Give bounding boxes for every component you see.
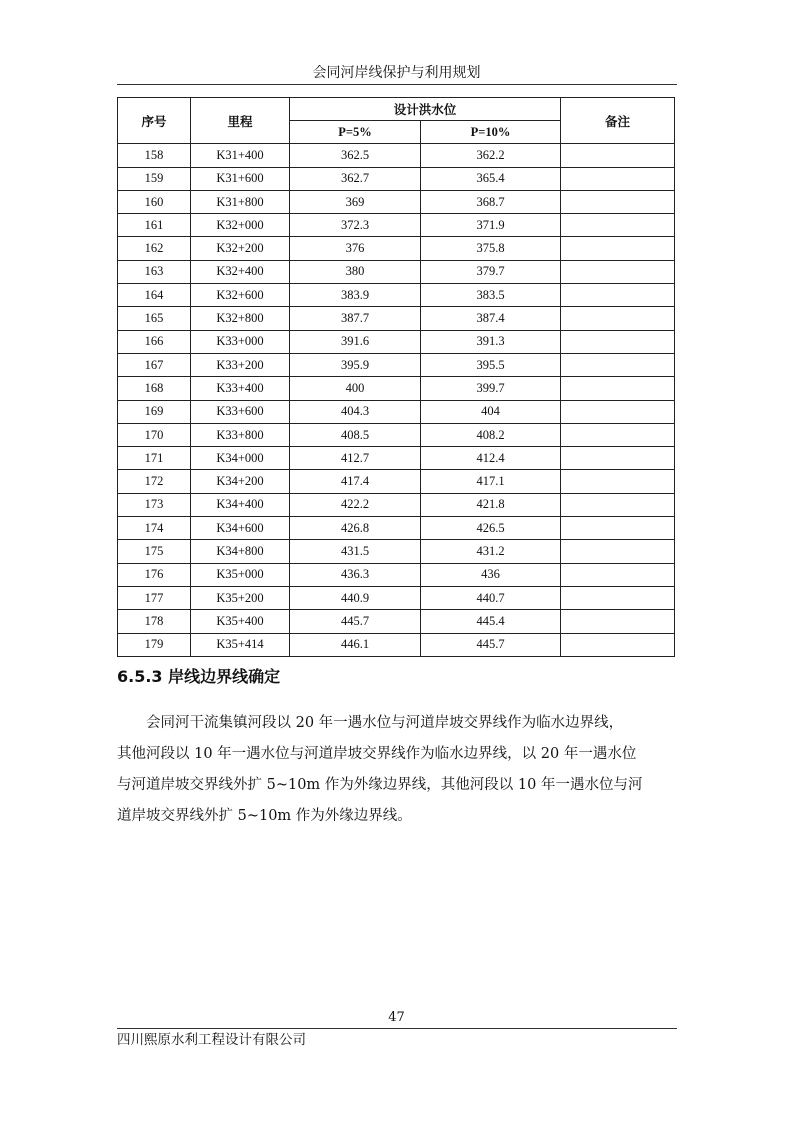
cell-p5: 362.7 xyxy=(290,167,421,190)
cell-mileage: K33+200 xyxy=(191,353,290,376)
paragraph-line: 与河道岸坡交界线外扩 5~10m 作为外缘边界线，其他河段以 10 年一遇水位与河 xyxy=(117,777,643,793)
cell-p10: 395.5 xyxy=(421,353,561,376)
table-row xyxy=(118,353,675,376)
cell-mileage: K32+000 xyxy=(191,214,290,237)
cell-remark xyxy=(561,400,675,423)
cell-p5: 446.1 xyxy=(290,633,421,656)
cell-seq: 170 xyxy=(118,423,191,446)
cell-seq: 166 xyxy=(118,330,191,353)
cell-mileage: K31+800 xyxy=(191,190,290,213)
cell-p10: 383.5 xyxy=(421,284,561,307)
cell-remark xyxy=(561,493,675,516)
page-number: 47 xyxy=(388,1010,405,1025)
cell-remark xyxy=(561,470,675,493)
table-row xyxy=(118,260,675,283)
table-row xyxy=(118,307,675,330)
cell-mileage: K34+400 xyxy=(191,493,290,516)
cell-mileage: K35+400 xyxy=(191,610,290,633)
cell-p10: 387.4 xyxy=(421,307,561,330)
cell-p10: 404 xyxy=(421,400,561,423)
cell-remark xyxy=(561,540,675,563)
cell-mileage: K34+200 xyxy=(191,470,290,493)
page-header-title: 会同河岸线保护与利用规划 xyxy=(312,65,481,81)
table-row xyxy=(118,447,675,470)
cell-p5: 400 xyxy=(290,377,421,400)
cell-p10: 362.2 xyxy=(421,144,561,167)
header-p10: P=10% xyxy=(421,121,561,144)
cell-remark xyxy=(561,307,675,330)
cell-seq: 163 xyxy=(118,260,191,283)
table-row xyxy=(118,493,675,516)
cell-seq: 176 xyxy=(118,563,191,586)
table-body xyxy=(118,144,675,657)
cell-p5: 440.9 xyxy=(290,586,421,609)
cell-seq: 162 xyxy=(118,237,191,260)
cell-seq: 160 xyxy=(118,190,191,213)
cell-p10: 399.7 xyxy=(421,377,561,400)
design-flood-level-table xyxy=(117,97,675,657)
cell-remark xyxy=(561,423,675,446)
cell-seq: 161 xyxy=(118,214,191,237)
cell-p5: 431.5 xyxy=(290,540,421,563)
cell-mileage: K35+000 xyxy=(191,563,290,586)
table-row xyxy=(118,540,675,563)
cell-seq: 175 xyxy=(118,540,191,563)
paragraph-line: 道岸坡交界线外扩 5~10m 作为外缘边界线。 xyxy=(117,808,412,824)
cell-remark xyxy=(561,610,675,633)
cell-p5: 426.8 xyxy=(290,517,421,540)
cell-remark xyxy=(561,330,675,353)
cell-p10: 440.7 xyxy=(421,586,561,609)
table-row xyxy=(118,633,675,656)
table-row xyxy=(118,563,675,586)
cell-p5: 436.3 xyxy=(290,563,421,586)
cell-p5: 422.2 xyxy=(290,493,421,516)
cell-remark xyxy=(561,353,675,376)
cell-remark xyxy=(561,144,675,167)
header-seq: 序号 xyxy=(118,98,191,144)
cell-mileage: K34+000 xyxy=(191,447,290,470)
cell-mileage: K32+200 xyxy=(191,237,290,260)
cell-seq: 177 xyxy=(118,586,191,609)
cell-seq: 168 xyxy=(118,377,191,400)
cell-p10: 445.7 xyxy=(421,633,561,656)
cell-remark xyxy=(561,517,675,540)
cell-remark xyxy=(561,214,675,237)
cell-p5: 445.7 xyxy=(290,610,421,633)
cell-p10: 412.4 xyxy=(421,447,561,470)
cell-seq: 169 xyxy=(118,400,191,423)
cell-seq: 172 xyxy=(118,470,191,493)
table-row xyxy=(118,237,675,260)
cell-seq: 178 xyxy=(118,610,191,633)
section-paragraph xyxy=(117,708,679,832)
paragraph-line: 会同河干流集镇河段以 20 年一遇水位与河道岸坡交界线作为临水边界线， xyxy=(146,715,624,731)
cell-mileage: K34+800 xyxy=(191,540,290,563)
cell-remark xyxy=(561,167,675,190)
cell-p10: 426.5 xyxy=(421,517,561,540)
table-row xyxy=(118,167,675,190)
table-row xyxy=(118,190,675,213)
table-row xyxy=(118,423,675,446)
cell-p10: 368.7 xyxy=(421,190,561,213)
header-mileage: 里程 xyxy=(191,98,290,144)
cell-mileage: K35+200 xyxy=(191,586,290,609)
cell-remark xyxy=(561,633,675,656)
cell-p5: 404.3 xyxy=(290,400,421,423)
cell-remark xyxy=(561,447,675,470)
cell-mileage: K33+800 xyxy=(191,423,290,446)
cell-mileage: K33+400 xyxy=(191,377,290,400)
table-row xyxy=(118,377,675,400)
cell-remark xyxy=(561,260,675,283)
cell-p10: 375.8 xyxy=(421,237,561,260)
cell-remark xyxy=(561,190,675,213)
cell-p5: 383.9 xyxy=(290,284,421,307)
table-row xyxy=(118,400,675,423)
cell-p5: 380 xyxy=(290,260,421,283)
cell-mileage: K31+400 xyxy=(191,144,290,167)
cell-seq: 165 xyxy=(118,307,191,330)
cell-mileage: K34+600 xyxy=(191,517,290,540)
table-row xyxy=(118,144,675,167)
header-remark: 备注 xyxy=(561,98,675,144)
cell-remark xyxy=(561,377,675,400)
cell-seq: 158 xyxy=(118,144,191,167)
cell-p10: 371.9 xyxy=(421,214,561,237)
cell-remark xyxy=(561,237,675,260)
cell-mileage: K33+600 xyxy=(191,400,290,423)
cell-p10: 445.4 xyxy=(421,610,561,633)
cell-seq: 173 xyxy=(118,493,191,516)
cell-p5: 391.6 xyxy=(290,330,421,353)
cell-seq: 164 xyxy=(118,284,191,307)
cell-remark xyxy=(561,586,675,609)
table-row xyxy=(118,586,675,609)
table-row xyxy=(118,284,675,307)
cell-p5: 387.7 xyxy=(290,307,421,330)
section-heading: 6.5.3 岸线边界线确定 xyxy=(117,667,281,686)
cell-p10: 421.8 xyxy=(421,493,561,516)
cell-p10: 379.7 xyxy=(421,260,561,283)
cell-remark xyxy=(561,284,675,307)
cell-p5: 372.3 xyxy=(290,214,421,237)
cell-mileage: K33+000 xyxy=(191,330,290,353)
header-design-flood-level: 设计洪水位 xyxy=(290,98,561,121)
cell-p5: 408.5 xyxy=(290,423,421,446)
cell-seq: 159 xyxy=(118,167,191,190)
table-row xyxy=(118,610,675,633)
cell-p10: 436 xyxy=(421,563,561,586)
header-divider xyxy=(117,84,677,85)
footer-company-name: 四川熙原水利工程设计有限公司 xyxy=(117,1032,306,1048)
cell-p5: 417.4 xyxy=(290,470,421,493)
paragraph-line: 其他河段以 10 年一遇水位与河道岸坡交界线作为临水边界线，以 20 年一遇水位 xyxy=(117,746,637,762)
cell-remark xyxy=(561,563,675,586)
cell-p5: 376 xyxy=(290,237,421,260)
table-row xyxy=(118,517,675,540)
cell-p10: 431.2 xyxy=(421,540,561,563)
cell-p5: 362.5 xyxy=(290,144,421,167)
header-p5: P=5% xyxy=(290,121,421,144)
table-row xyxy=(118,330,675,353)
cell-seq: 174 xyxy=(118,517,191,540)
cell-seq: 167 xyxy=(118,353,191,376)
footer-divider xyxy=(117,1028,677,1029)
cell-p5: 395.9 xyxy=(290,353,421,376)
table-row xyxy=(118,214,675,237)
cell-p10: 417.1 xyxy=(421,470,561,493)
cell-p5: 412.7 xyxy=(290,447,421,470)
cell-mileage: K31+600 xyxy=(191,167,290,190)
cell-mileage: K35+414 xyxy=(191,633,290,656)
cell-mileage: K32+800 xyxy=(191,307,290,330)
cell-seq: 179 xyxy=(118,633,191,656)
cell-p10: 365.4 xyxy=(421,167,561,190)
cell-p10: 391.3 xyxy=(421,330,561,353)
cell-p5: 369 xyxy=(290,190,421,213)
cell-mileage: K32+600 xyxy=(191,284,290,307)
cell-p10: 408.2 xyxy=(421,423,561,446)
table-row xyxy=(118,470,675,493)
cell-mileage: K32+400 xyxy=(191,260,290,283)
cell-seq: 171 xyxy=(118,447,191,470)
